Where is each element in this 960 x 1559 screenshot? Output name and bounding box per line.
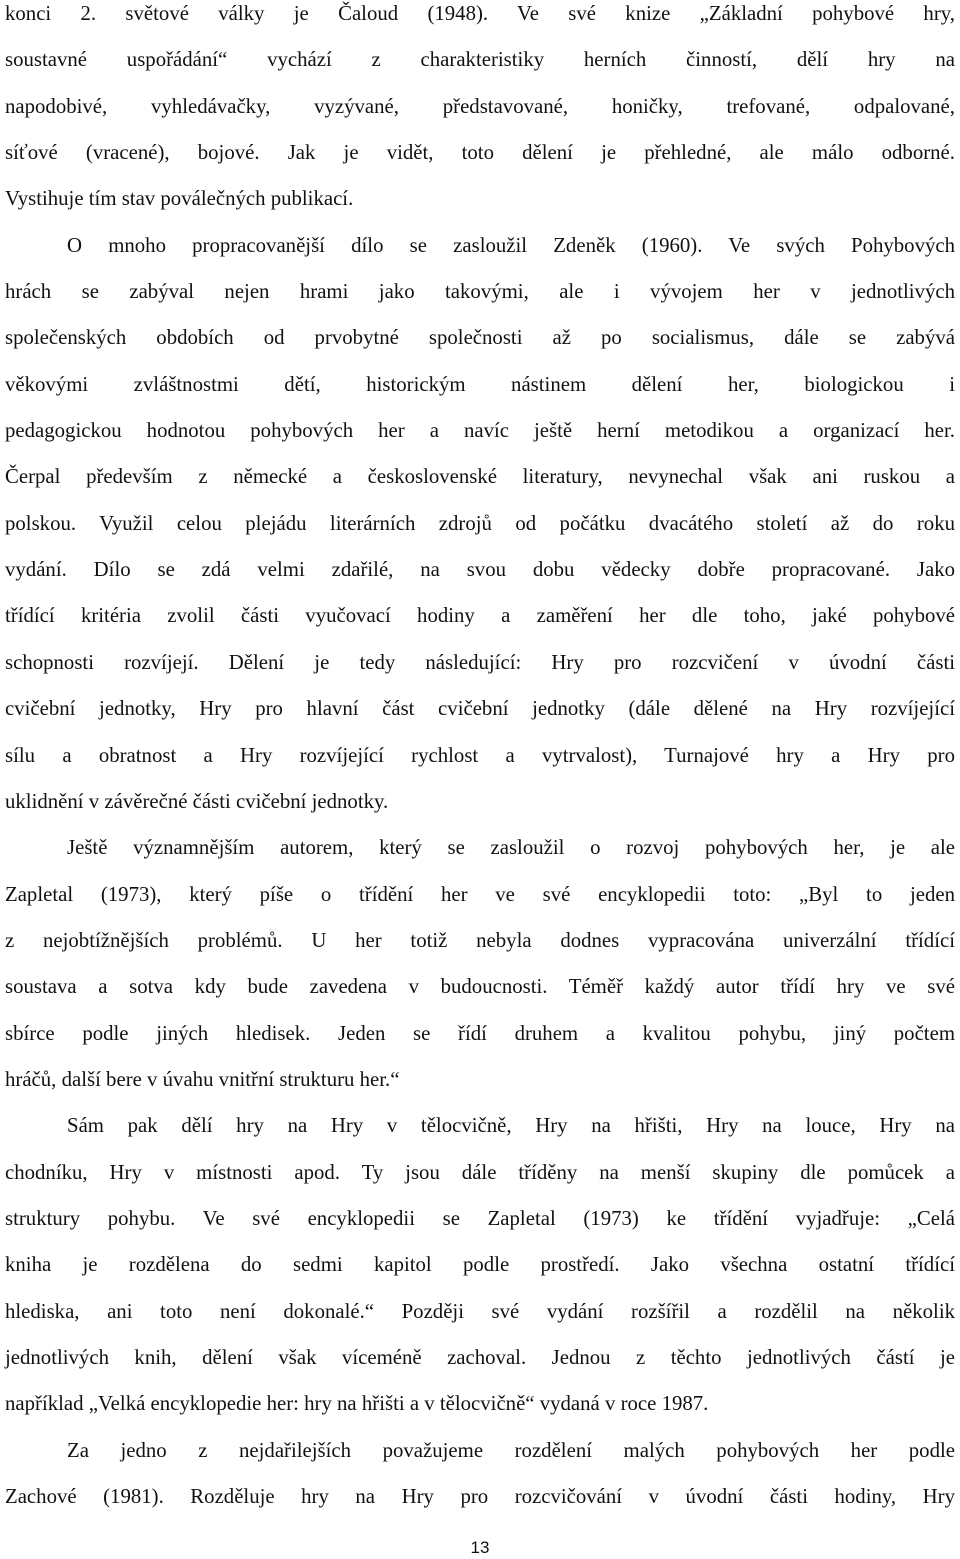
text-line: napodobivé, vyhledávačky, vyzývané, představované, honičky, trefované, odpalované,: [5, 94, 955, 118]
text-line: jednotlivých knih, dělení však víceméně zachoval. Jednou z těchto jednotlivých částí je: [5, 1345, 955, 1369]
text-line: uklidnění v závěrečné části cvičební jednotky.: [5, 789, 389, 813]
text-line: vydání. Dílo se zdá velmi zdařilé, na svou dobu vědecky dobře propracované. Jako: [5, 558, 955, 582]
text-line: pedagogickou hodnotou pohybových her a navíc ještě herní metodikou a organizací her.: [5, 419, 955, 443]
text-line: Za jedno z nejdařilejších považujeme rozdělení malých pohybových her podle: [67, 1438, 955, 1462]
text-line: Ještě významnějším autorem, který se zasloužil o rozvoj pohybových her, je ale: [67, 836, 955, 860]
text-line: soustava a sotva kdy bude zavedena v budoucnosti. Téměř každý autor třídí hry ve své: [5, 975, 955, 999]
text-line: Zachové (1981). Rozděluje hry na Hry pro rozcvičování v úvodní části hodiny, Hry: [5, 1485, 955, 1508]
page-number: 13: [470, 1538, 490, 1557]
text-line: struktury pohybu. Ve své encyklopedii se Zapletal (1973) ke třídění vyjadřuje: „Celá: [5, 1206, 955, 1230]
text-line: soustavné uspořádání“ vychází z charakteristiky herních činností, dělí hry na: [5, 48, 955, 72]
text-line: polskou. Využil celou plejádu literárních zdrojů od počátku dvacátého století až do roku: [5, 511, 955, 535]
text-line: konci 2. světové války je Čaloud (1948). Ve své knize „Základní pohybové hry,: [5, 2, 955, 25]
text-line: Čerpal především z německé a československé literatury, nevynechal však ani ruskou a: [5, 465, 955, 489]
text-line: Vystihuje tím stav poválečných publikací.: [5, 187, 354, 211]
text-line: síťové (vracené), bojové. Jak je vidět, toto dělení je přehledné, ale málo odborné.: [5, 141, 955, 165]
text-line: kniha je rozdělena do sedmi kapitol podle prostředí. Jako všechna ostatní třídící: [5, 1253, 955, 1277]
text-line: O mnoho propracovanější dílo se zasloužil Zdeněk (1960). Ve svých Pohybových: [67, 233, 955, 257]
text-line: sílu a obratnost a Hry rozvíjející rychlost a vytrvalost), Turnajové hry a Hry pro: [5, 743, 955, 767]
text-line: hrách se zabýval nejen hrami jako takovými, ale i vývojem her v jednotlivých: [5, 280, 955, 304]
text-line: věkovými zvláštnostmi dětí, historickým nástinem dělení her, biologickou i: [5, 372, 955, 396]
text-line: sbírce podle jiných hledisek. Jeden se řídí druhem a kvalitou pohybu, jiný počtem: [5, 1021, 955, 1045]
text-line: chodníku, Hry v místnosti apod. Ty jsou dále tříděny na menší skupiny dle pomůcek a: [5, 1160, 955, 1184]
text-line: společenských obdobích od prvobytné společnosti až po socialismus, dále se zabývá: [5, 326, 955, 350]
text-line: schopnosti rozvíjejí. Dělení je tedy následující: Hry pro rozcvičení v úvodní části: [5, 650, 955, 674]
text-line: například „Velká encyklopedie her: hry na hřišti a v tělocvičně“ vydaná v roce 1987.: [5, 1392, 709, 1416]
body-text: [5, 0, 955, 1520]
text-line: Zapletal (1973), který píše o třídění her ve své encyklopedii toto: „Byl to jeden: [5, 882, 955, 906]
text-line: cvičební jednotky, Hry pro hlavní část cvičební jednotky (dále dělené na Hry rozvíjející: [5, 697, 955, 721]
text-line: z nejobtížnějších problémů. U her totiž nebyla dodnes vypracována univerzální třídící: [5, 928, 955, 952]
text-line: Sám pak dělí hry na Hry v tělocvičně, Hry na hřišti, Hry na louce, Hry na: [67, 1114, 955, 1138]
text-line: hlediska, ani toto není dokonalé.“ Později své vydání rozšířil a rozdělil na několik: [5, 1299, 955, 1323]
text-line: třídící kritéria zvolil části vyučovací hodiny a zaměření her dle toho, jaké pohybové: [5, 604, 955, 628]
text-line: hráčů, další bere v úvahu vnitřní strukturu her.“: [5, 1067, 400, 1091]
